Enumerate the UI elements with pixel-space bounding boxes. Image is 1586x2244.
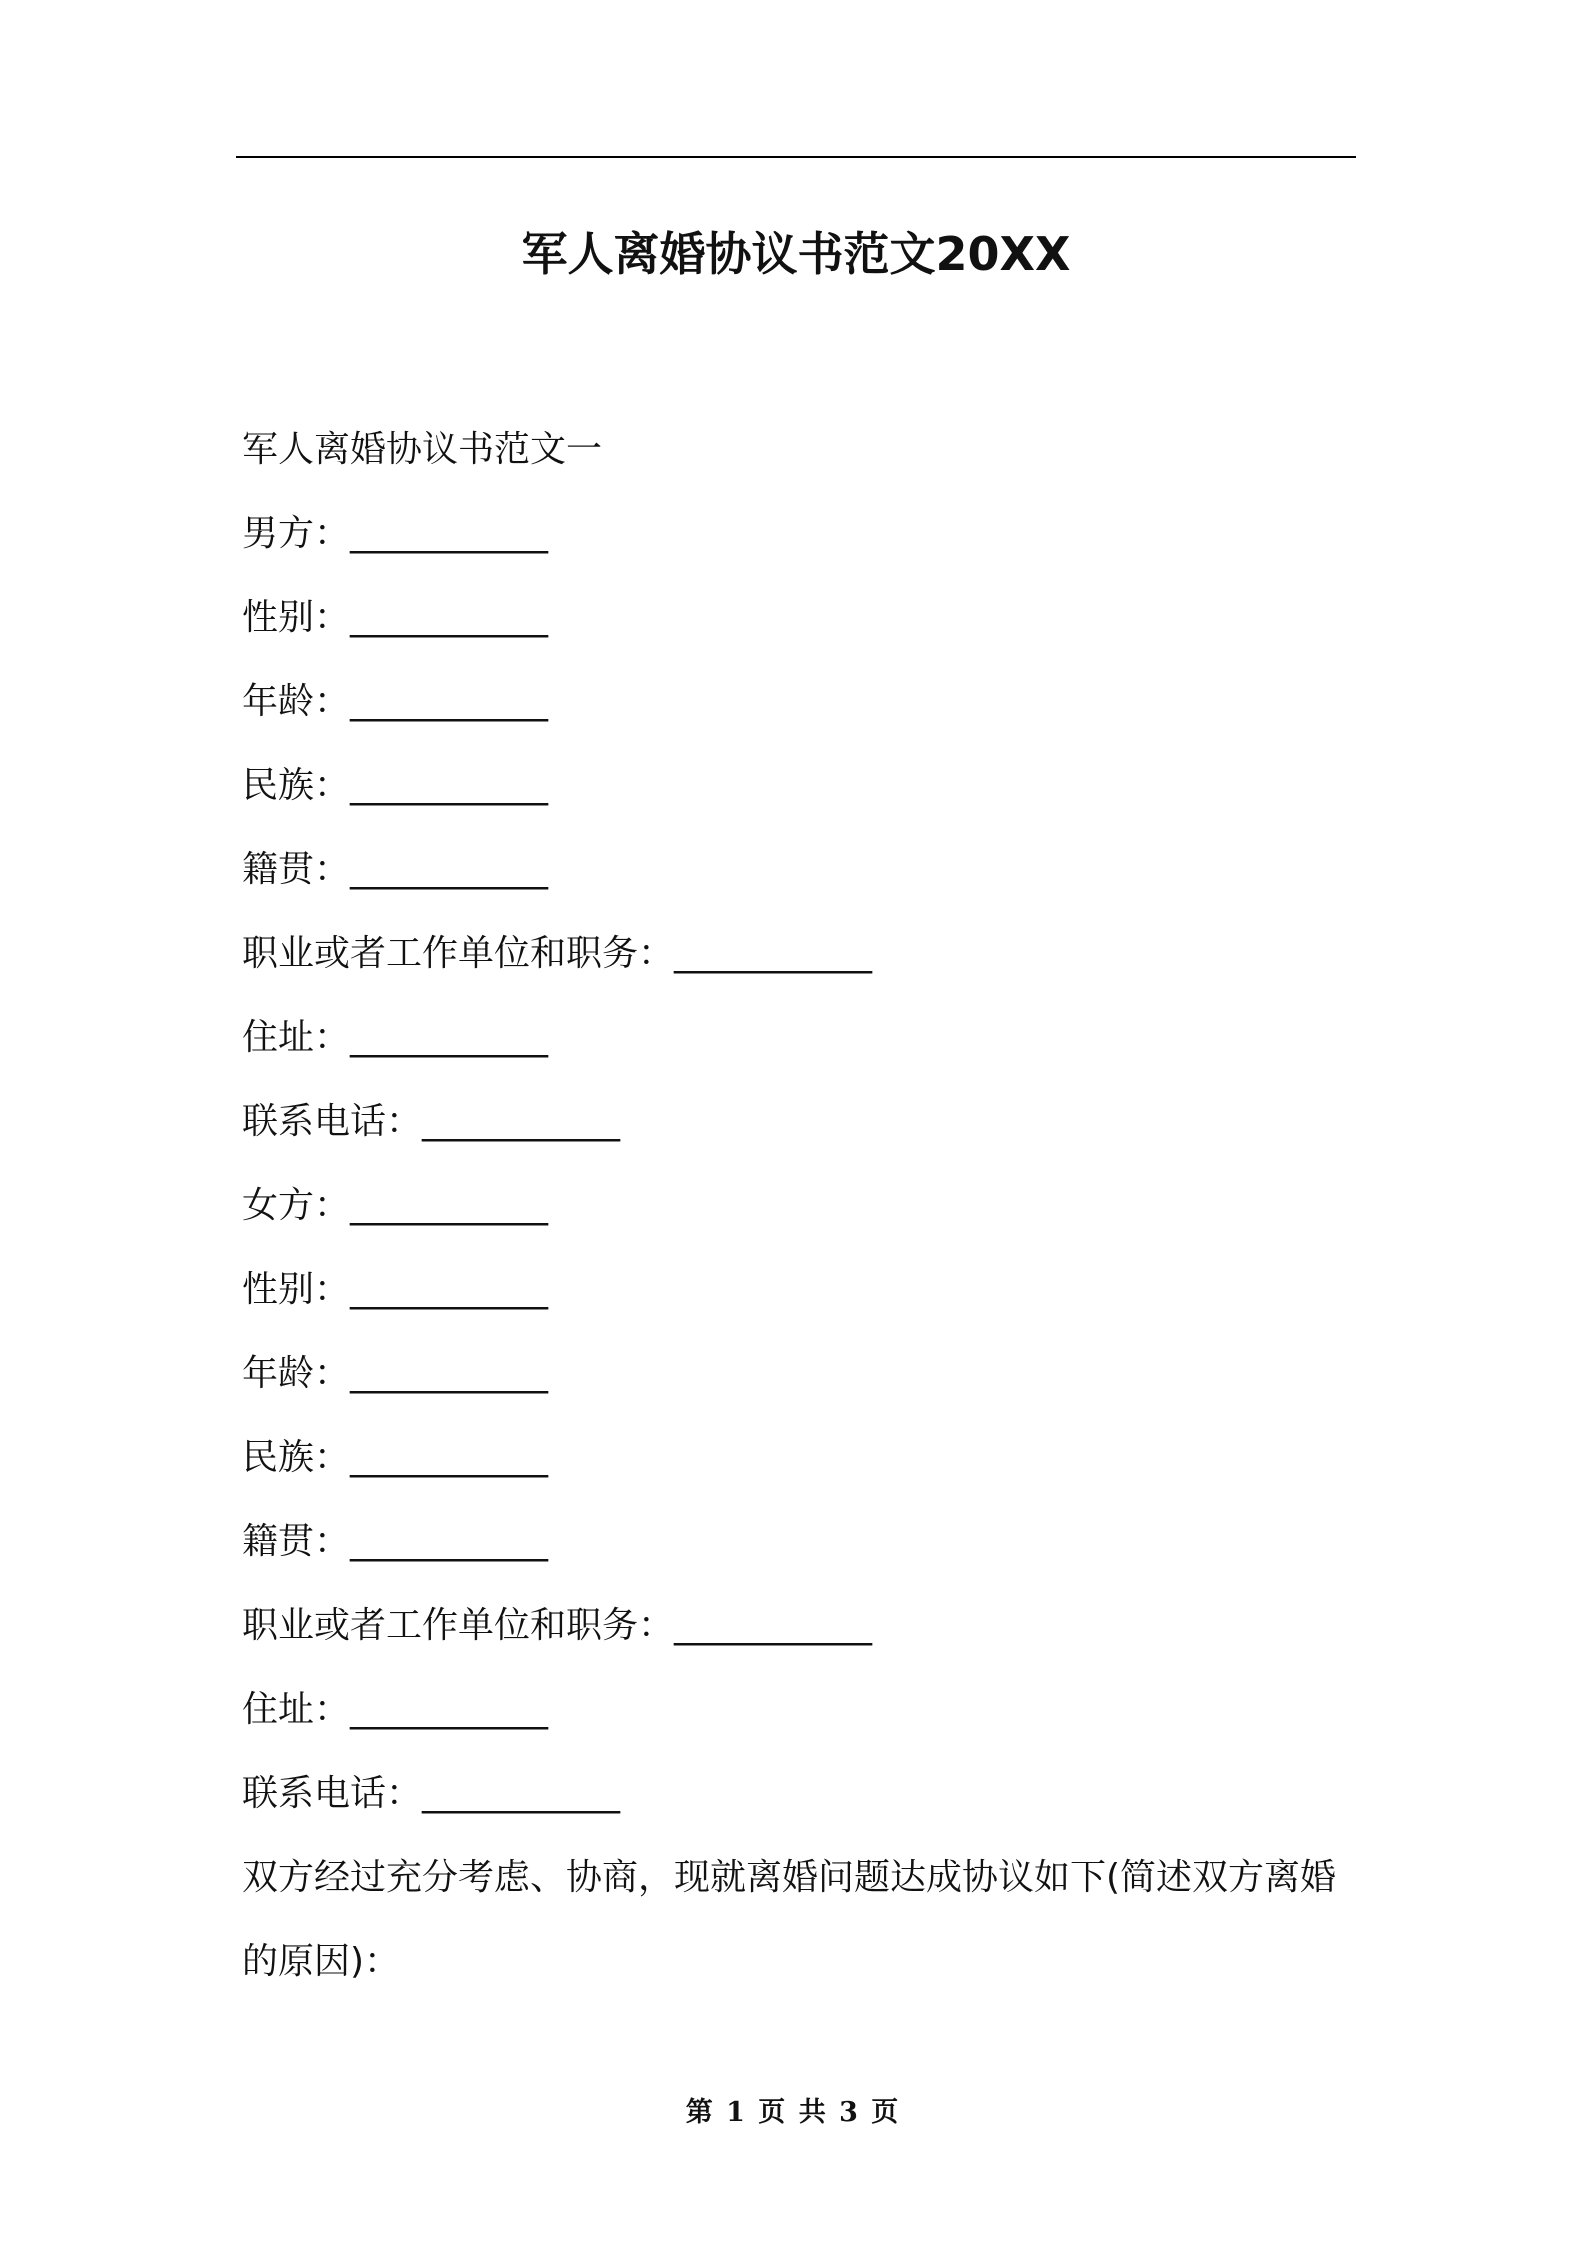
female-age-field: 年龄：___________ [242,1353,549,1394]
female-occupation-field: 职业或者工作单位和职务：___________ [242,1605,873,1646]
female-phone-field: 联系电话：___________ [242,1773,621,1814]
male-address-field: 住址：___________ [242,1017,549,1058]
male-occupation-field: 职业或者工作单位和职务：___________ [242,933,873,974]
header-rule [236,156,1356,158]
agreement-intro-paragraph: 双方经过充分考虑、协商，现就离婚问题达成协议如下(简述双方离婚的原因)： [242,1857,1337,1982]
male-native-place-field: 籍贯：___________ [242,849,549,890]
female-party-field: 女方：___________ [242,1185,549,1226]
male-ethnicity-field: 民族：___________ [242,765,549,806]
female-ethnicity-field: 民族：___________ [242,1437,549,1478]
female-gender-field: 性别：___________ [242,1269,549,1310]
female-native-place-field: 籍贯：___________ [242,1521,549,1562]
section-heading: 军人离婚协议书范文一 [242,429,603,470]
male-party-field: 男方：___________ [242,513,549,554]
male-age-field: 年龄：___________ [242,681,549,722]
male-phone-field: 联系电话：___________ [242,1101,621,1142]
document-title: 军人离婚协议书范文20XX [521,227,1071,281]
document-body [242,408,1362,2004]
male-gender-field: 性别：___________ [242,597,549,638]
page-indicator: 第 1 页 共 3 页 [685,2097,901,2128]
female-address-field: 住址：___________ [242,1689,549,1730]
